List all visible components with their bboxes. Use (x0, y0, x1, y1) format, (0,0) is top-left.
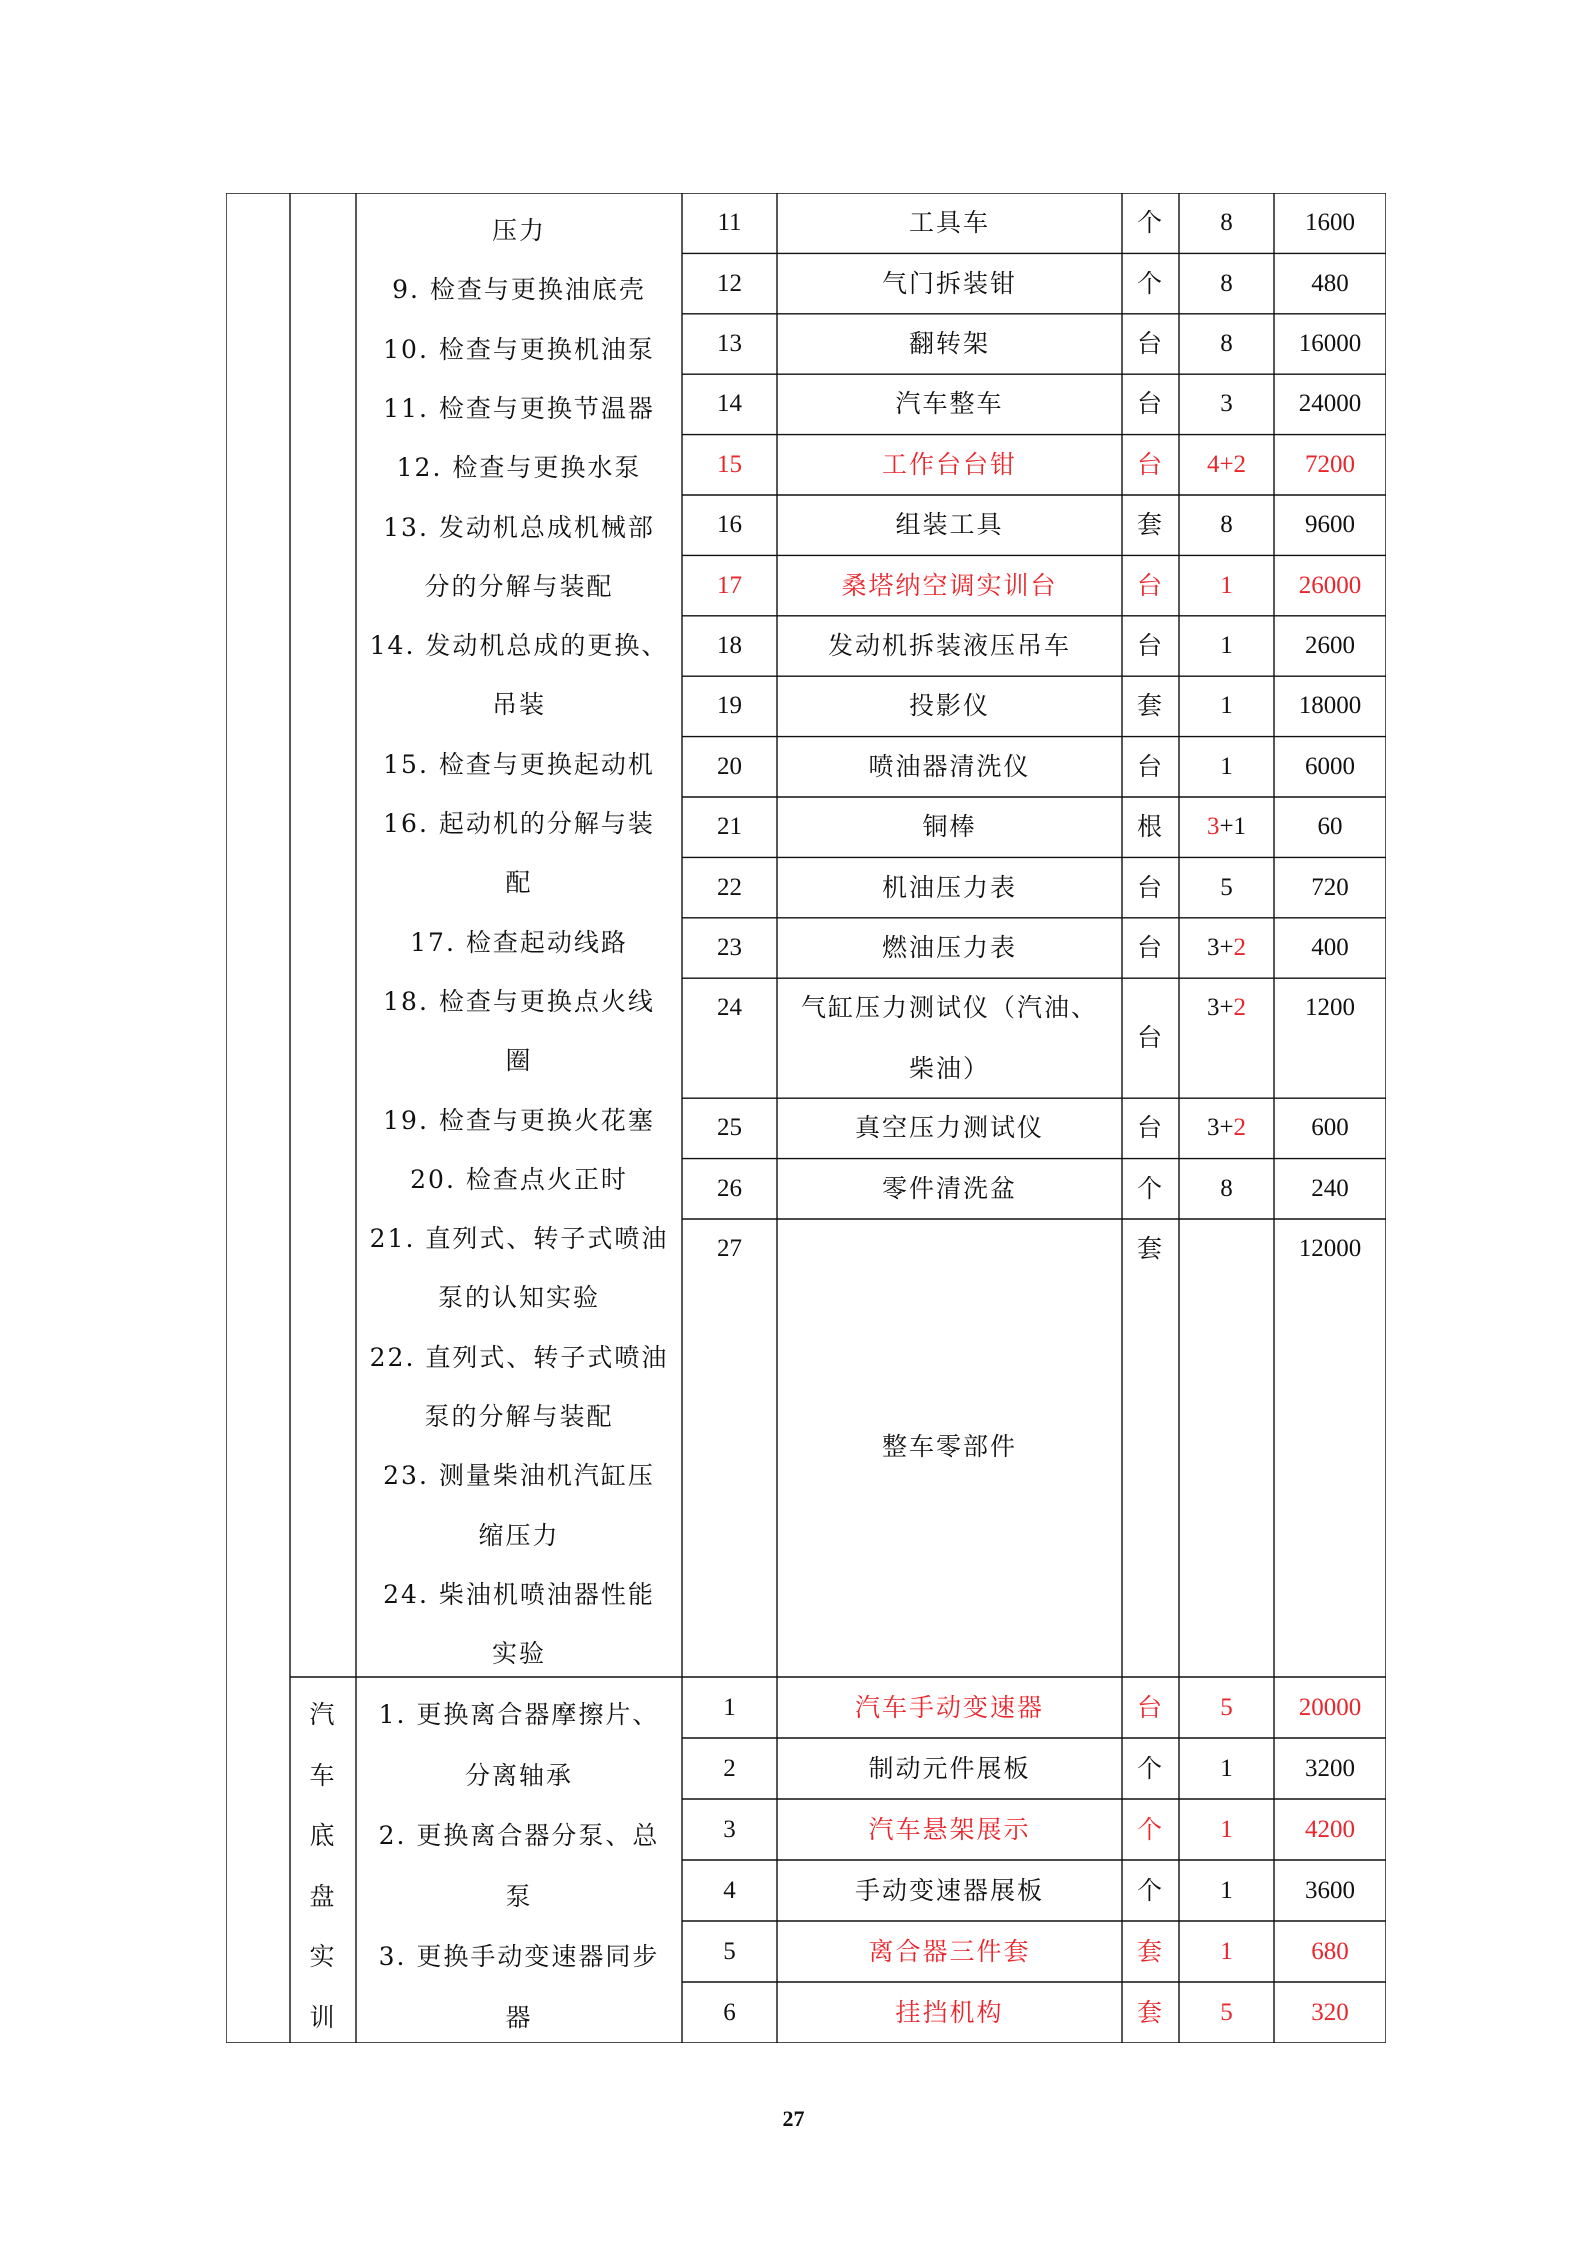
qty-part: 3+ (1206, 1114, 1234, 1142)
row-number: 13 (717, 330, 742, 357)
item-name: 挂挡机构 (895, 1997, 1004, 2027)
unit-cell: 套 (1136, 1936, 1165, 1966)
price-cell: 2600 (1305, 632, 1355, 659)
qty-part: 2 (1233, 1114, 1247, 1142)
unit-cell: 套 (1136, 510, 1165, 540)
row-number: 5 (723, 1937, 736, 1965)
qty-part: 3+ (1206, 994, 1234, 1022)
price-cell: 4200 (1305, 1815, 1355, 1843)
qty-cell: 8 (1220, 209, 1233, 237)
unit-cell: 个 (1136, 268, 1165, 298)
training-item: 13. 发动机总成机械部 (383, 512, 655, 542)
unit-cell: 根 (1136, 812, 1165, 842)
price-cell: 3600 (1305, 1876, 1355, 1904)
row-number: 22 (717, 873, 742, 901)
training-item: 1. 更换离合器摩擦片、 (378, 1700, 660, 1729)
item-name: 翻转架 (908, 329, 991, 358)
training-item: 10. 检查与更换机油泵 (383, 334, 655, 364)
row-number: 3 (723, 1815, 736, 1843)
qty-cell (1207, 993, 1246, 1023)
qty-cell: 4+2 (1206, 450, 1247, 478)
training-item: 器 (505, 2002, 533, 2032)
unit-cell: 台 (1136, 631, 1165, 660)
qty-cell: 1 (1220, 1815, 1233, 1843)
item-name: 机油压力表 (881, 872, 1018, 902)
item-name: 制动元件展板 (868, 1753, 1031, 1783)
item-name: 汽车悬架展示 (868, 1814, 1031, 1844)
training-item: 配 (505, 868, 533, 898)
item-name: 铜棒 (922, 812, 977, 842)
unit-cell: 套 (1136, 1997, 1165, 2027)
item-name: 汽车整车 (895, 389, 1004, 419)
qty-cell: 1 (1220, 1754, 1233, 1782)
item-name: 组装工具 (895, 510, 1004, 540)
category-char: 汽 (309, 1700, 337, 1729)
training-item: 22. 直列式、转子式喷油 (369, 1342, 669, 1372)
item-name: 发动机拆装液压吊车 (827, 631, 1072, 660)
qty-cell: 1 (1220, 571, 1233, 599)
price-cell: 720 (1311, 873, 1349, 901)
qty-cell: 1 (1220, 1876, 1233, 1904)
unit-cell: 台 (1136, 872, 1165, 902)
price-cell: 18000 (1298, 692, 1362, 720)
row-number: 2 (723, 1754, 736, 1782)
training-item: 圈 (505, 1046, 533, 1076)
qty-cell (1207, 1113, 1246, 1143)
row-number: 16 (717, 511, 742, 539)
training-item: 泵的认知实验 (437, 1283, 601, 1313)
qty-cell: 5 (1220, 1693, 1233, 1721)
row-number: 11 (717, 209, 742, 237)
row-number: 4 (723, 1876, 736, 1904)
price-cell: 60 (1317, 813, 1343, 841)
training-item: 11. 检查与更换节温器 (383, 393, 655, 423)
unit-cell: 个 (1136, 1814, 1165, 1844)
unit-cell: 套 (1136, 691, 1165, 721)
price-cell: 1200 (1305, 994, 1355, 1022)
qty-cell: 1 (1220, 1937, 1233, 1965)
row-number: 24 (717, 994, 742, 1022)
price-cell: 680 (1311, 1937, 1349, 1965)
row-number: 26 (717, 1174, 742, 1202)
training-item: 吊装 (491, 690, 547, 720)
training-item: 17. 检查起动线路 (410, 927, 628, 957)
category-char: 实 (309, 1942, 337, 1971)
training-item: 分离轴承 (464, 1760, 574, 1790)
price-cell: 20000 (1298, 1693, 1362, 1721)
training-item: 实验 (491, 1639, 547, 1669)
category-char: 盘 (309, 1881, 337, 1911)
row-number: 17 (717, 571, 742, 599)
qty-part: 3 (1206, 813, 1220, 841)
item-name: 汽车手动变速器 (854, 1692, 1045, 1722)
page-number: 27 (782, 2106, 805, 2131)
training-item: 23. 测量柴油机汽缸压 (383, 1461, 655, 1491)
price-cell: 24000 (1298, 390, 1362, 418)
training-item: 18. 检查与更换点火线 (383, 986, 655, 1016)
unit-cell: 台 (1136, 1113, 1165, 1143)
qty-cell: 8 (1220, 511, 1233, 539)
unit-cell: 个 (1136, 1875, 1165, 1905)
row-number: 14 (717, 390, 742, 418)
row-number: 18 (717, 632, 742, 659)
price-cell: 320 (1311, 1998, 1349, 2026)
category-char: 车 (309, 1760, 337, 1790)
unit-cell: 个 (1136, 208, 1165, 238)
price-cell: 400 (1311, 934, 1349, 961)
qty-cell (1207, 812, 1246, 842)
row-number: 20 (717, 752, 742, 780)
training-item: 压力 (491, 216, 547, 245)
qty-part: 2 (1233, 994, 1247, 1022)
training-item: 泵的分解与装配 (424, 1402, 614, 1431)
price-cell: 1600 (1305, 209, 1355, 237)
unit-cell: 个 (1136, 1173, 1165, 1203)
row-number: 6 (723, 1998, 736, 2026)
training-item: 泵 (505, 1881, 533, 1911)
qty-cell: 8 (1220, 330, 1233, 357)
qty-cell: 8 (1220, 269, 1233, 297)
qty-cell: 1 (1220, 692, 1233, 720)
category-char: 底 (309, 1821, 337, 1850)
training-item: 3. 更换手动变速器同步 (378, 1942, 660, 1971)
qty-cell: 1 (1220, 632, 1233, 659)
item-name: 零件清洗盆 (881, 1173, 1018, 1203)
row-number: 15 (717, 450, 742, 478)
price-cell: 240 (1311, 1174, 1349, 1202)
price-cell: 3200 (1305, 1754, 1355, 1782)
equipment-table (226, 193, 1386, 2043)
training-item: 9. 检查与更换油底壳 (392, 275, 646, 305)
unit-cell: 台 (1136, 1692, 1165, 1722)
row-number: 27 (717, 1235, 742, 1263)
item-name: 离合器三件套 (868, 1936, 1031, 1966)
price-cell: 7200 (1305, 450, 1355, 478)
qty-cell: 3 (1220, 390, 1233, 418)
training-item: 21. 直列式、转子式喷油 (369, 1224, 669, 1254)
unit-cell: 台 (1136, 449, 1165, 479)
item-name: 桑塔纳空调实训台 (841, 570, 1058, 600)
item-name: 气门拆装钳 (881, 268, 1018, 298)
unit-cell: 台 (1136, 570, 1165, 600)
price-cell: 12000 (1298, 1235, 1362, 1263)
unit-cell: 台 (1136, 389, 1165, 419)
training-item: 12. 检查与更换水泵 (396, 453, 642, 483)
row-number: 25 (717, 1114, 742, 1142)
item-name: 工作台台钳 (881, 449, 1018, 479)
qty-part: +1 (1219, 813, 1247, 841)
price-cell: 9600 (1305, 511, 1355, 539)
item-name: 工具车 (908, 208, 991, 238)
item-name: 燃油压力表 (881, 933, 1018, 962)
qty-cell: 5 (1220, 1998, 1233, 2026)
training-item: 15. 检查与更换起动机 (383, 749, 655, 779)
training-item: 2. 更换离合器分泵、总 (378, 1821, 660, 1850)
training-item: 分的分解与装配 (424, 571, 614, 601)
training-item: 16. 起动机的分解与装 (383, 809, 655, 838)
price-cell: 16000 (1298, 330, 1362, 357)
row-number: 19 (717, 692, 742, 720)
training-item: 缩压力 (478, 1520, 560, 1550)
item-name: 柴油） (908, 1053, 991, 1083)
row-number: 21 (717, 813, 742, 841)
qty-cell: 1 (1220, 752, 1233, 780)
unit-cell: 个 (1136, 1753, 1165, 1783)
qty-part: 2 (1233, 934, 1247, 961)
item-name: 气缸压力测试仪（汽油、 (800, 993, 1099, 1023)
unit-cell: 台 (1136, 329, 1165, 358)
row-number: 12 (717, 269, 742, 297)
unit-cell: 台 (1136, 1023, 1165, 1053)
item-name: 投影仪 (908, 691, 991, 721)
price-cell: 6000 (1305, 752, 1355, 780)
row-number: 23 (717, 934, 742, 961)
unit-cell: 台 (1136, 933, 1165, 962)
price-cell: 480 (1311, 269, 1349, 297)
qty-part: 3+ (1206, 934, 1234, 961)
item-name: 手动变速器展板 (854, 1875, 1045, 1905)
qty-cell: 8 (1220, 1174, 1233, 1202)
qty-cell: 5 (1220, 873, 1233, 901)
unit-cell: 套 (1136, 1234, 1165, 1264)
item-name: 真空压力测试仪 (854, 1113, 1045, 1143)
training-item: 14. 发动机总成的更换、 (369, 631, 669, 661)
training-item: 24. 柴油机喷油器性能 (383, 1579, 655, 1609)
price-cell: 600 (1311, 1114, 1349, 1142)
row-number: 1 (723, 1693, 736, 1721)
unit-cell: 台 (1136, 751, 1165, 781)
training-item: 20. 检查点火正时 (410, 1164, 628, 1194)
item-name: 整车零部件 (881, 1432, 1018, 1461)
qty-cell (1207, 933, 1246, 963)
training-item: 19. 检查与更换火花塞 (383, 1105, 655, 1135)
category-char: 训 (309, 2002, 337, 2032)
price-cell: 26000 (1298, 571, 1362, 599)
item-name: 喷油器清洗仪 (868, 751, 1031, 781)
